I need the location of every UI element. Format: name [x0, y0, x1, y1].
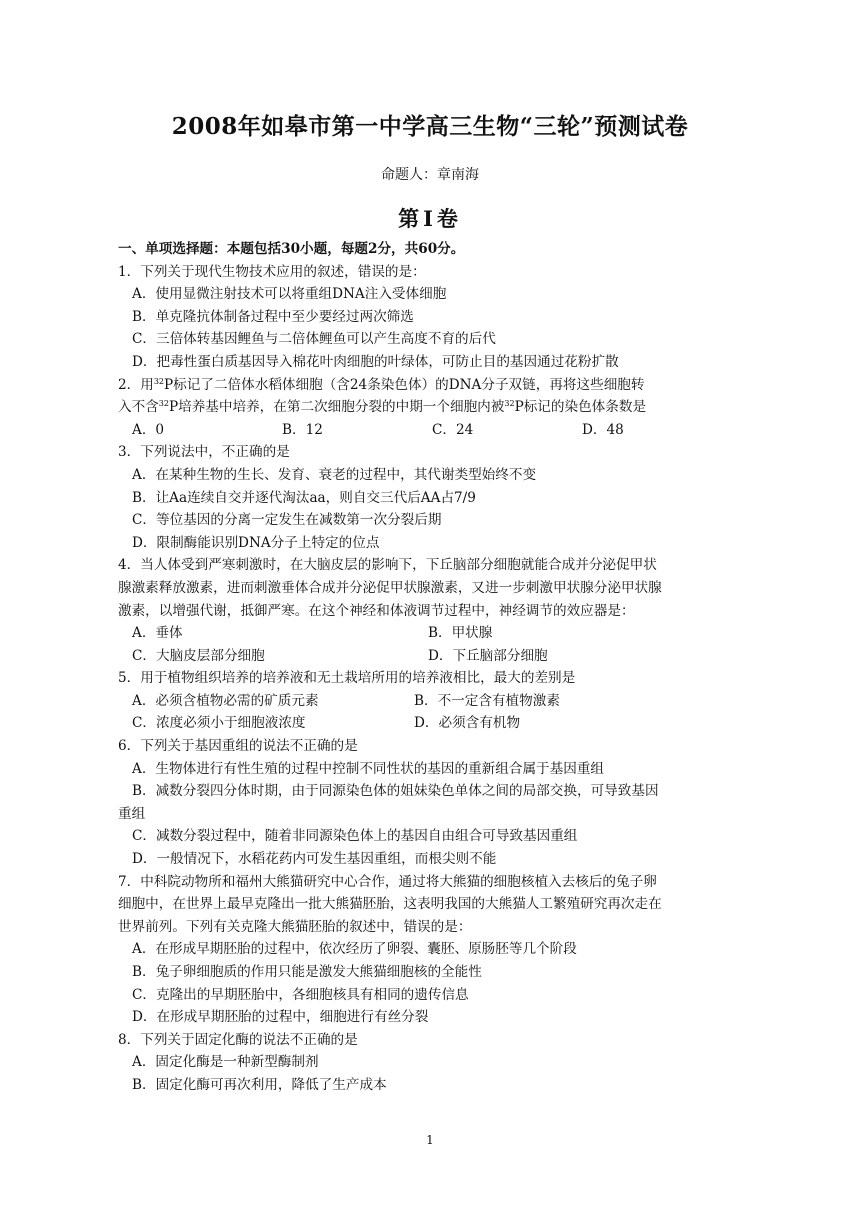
q6-option-a: A．生物体进行有性生殖的过程中控制不同性状的基因的重新组合属于基因重组: [132, 760, 605, 777]
q2-stem-line1: 2．用$^{32}$P标记了二倍体水稻体细胞（含24条染色体）的DNA分子双链，再将这些细胞转: [118, 376, 645, 393]
q6-option-d: D．一般情况下，水稻花药内可发生基因重组，而根尖则不能: [132, 851, 497, 868]
q8-option-b: B．固定化酶可再次利用，降低了生产成本: [132, 1076, 387, 1093]
isotope-superscript: 32: [158, 399, 169, 409]
question-body: [118, 238, 738, 1097]
q7-stem-line2: 细胞中，在世界上最早克隆出一批大熊猫胚胎，这表明我国的大熊猫人工繁殖研究再次走在: [118, 896, 662, 913]
q1-option-b: B．单克隆抗体制备过程中至少要经过两次筛选: [132, 308, 414, 325]
q6-option-b-line1: B．减数分裂四分体时期，由于同源染色体的姐妹染色单体之间的局部交换，可导致基因: [132, 783, 659, 800]
q5-option-d: D．必须含有机物: [414, 715, 521, 732]
q4-stem-line1: 4．当人体受到严寒刺激时，在大脑皮层的影响下，下丘脑部分细胞就能合成并分泌促甲状: [118, 557, 657, 574]
q7-option-b: B．兔子卵细胞质的作用只能是激发大熊猫细胞核的全能性: [132, 964, 482, 980]
q6-option-b-line2: 重组: [118, 805, 146, 822]
q4-stem-line2: 腺激素释放激素，进而刺激垂体合成并分泌促甲状腺激素，又进一步刺激甲状腺分泌甲状腺: [118, 579, 662, 596]
isotope-superscript: 32: [504, 399, 515, 409]
q3-stem: 3．下列说法中，不正确的是: [118, 444, 290, 461]
section-heading: 一、单项选择题：本题包括30小题，每题2分，共60分。: [118, 241, 465, 257]
q2-option-c: C．24: [432, 421, 474, 438]
q7-option-c: C．克隆出的早期胚胎中，各细胞核具有相同的遗传信息: [132, 986, 469, 1003]
q2-option-d: D．48: [582, 421, 624, 438]
q6-stem: 6．下列关于基因重组的说法不正确的是: [118, 738, 358, 755]
q7-stem-line3: 世界前列。下列有关克隆大熊猫胚胎的叙述中，错误的是：: [118, 918, 472, 935]
page-number: 1: [426, 1133, 434, 1147]
q4-option-a: A．垂体: [132, 625, 183, 642]
q5-option-c: C．浓度必须小于细胞液浓度: [132, 715, 306, 732]
q7-stem-line1: 7．中科院动物所和福州大熊猫研究中心合作，通过将大熊猫的细胞核植入去核后的兔子卵: [118, 873, 657, 890]
q8-stem: 8．下列关于固定化酶的说法不正确的是: [118, 1031, 358, 1048]
q2-options: [118, 419, 738, 442]
q5-option-b: B．不一定含有植物激素: [414, 692, 560, 709]
q4-option-c: C．大脑皮层部分细胞: [132, 647, 265, 664]
q3-option-d: D．限制酶能识别DNA分子上特定的位点: [132, 534, 380, 551]
q4-options-row2: [118, 645, 738, 668]
q4-option-d: D．下丘脑部分细胞: [428, 647, 548, 664]
q5-stem: 5．用于植物组织培养的培养液和无土栽培所用的培养液相比，最大的差别是: [118, 670, 576, 687]
q1-option-a: A．使用显微注射技术可以将重组DNA注入受体细胞: [132, 286, 447, 303]
q4-option-b: B．甲状腺: [428, 625, 493, 642]
q2-option-a: A．0: [132, 421, 165, 438]
q3-option-b: B．让Aa连续自交并逐代淘汰aa，则自交三代后AA占7/9: [132, 489, 476, 506]
q6-option-c: C．减数分裂过程中，随着非同源染色体上的基因自由组合可导致基因重组: [132, 828, 578, 845]
author-line: 命题人：章南海: [381, 167, 479, 183]
q5-options-row1: [118, 690, 738, 713]
q1-option-d: D．把毒性蛋白质基因导入棉花叶肉细胞的叶绿体，可防止目的基因通过花粉扩散: [132, 353, 619, 370]
q4-options-row1: [118, 622, 738, 645]
q1-stem: 1．下列关于现代生物技术应用的叙述，错误的是：: [118, 263, 426, 280]
q5-options-row2: [118, 712, 738, 735]
q7-option-a: A．在形成早期胚胎的过程中，依次经历了卵裂、囊胚、原肠胚等几个阶段: [132, 941, 577, 958]
q3-option-c: C．等位基因的分离一定发生在减数第一次分裂后期: [132, 512, 442, 529]
volume-heading: 第Ⅰ卷: [398, 206, 462, 231]
q5-option-a: A．必须含植物必需的矿质元素: [132, 692, 319, 709]
isotope-superscript: 32: [153, 376, 165, 386]
q1-option-c: C．三倍体转基因鲤鱼与二倍体鲤鱼可以产生高度不育的后代: [132, 331, 496, 348]
q2-stem-line2: 入不含$^{32}$P培养基中培养，在第二次细胞分裂的中期一个细胞内被$^{32}$P标记的染色体条数是: [118, 399, 647, 416]
exam-title: 2008年如皋市第一中学高三生物“三轮”预测试卷: [171, 113, 689, 140]
q4-stem-line3: 激素，以增强代谢，抵御严寒。在这个神经和体液调节过程中，神经调节的效应器是：: [118, 602, 635, 619]
q3-option-a: A．在某种生物的生长、发育、衰老的过程中，其代谢类型始终不变: [132, 466, 537, 483]
q2-option-b: B．12: [282, 421, 323, 438]
q8-option-a: A．固定化酶是一种新型酶制剂: [132, 1054, 319, 1071]
q7-option-d: D．在形成早期胚胎的过程中，细胞进行有丝分裂: [132, 1009, 429, 1026]
